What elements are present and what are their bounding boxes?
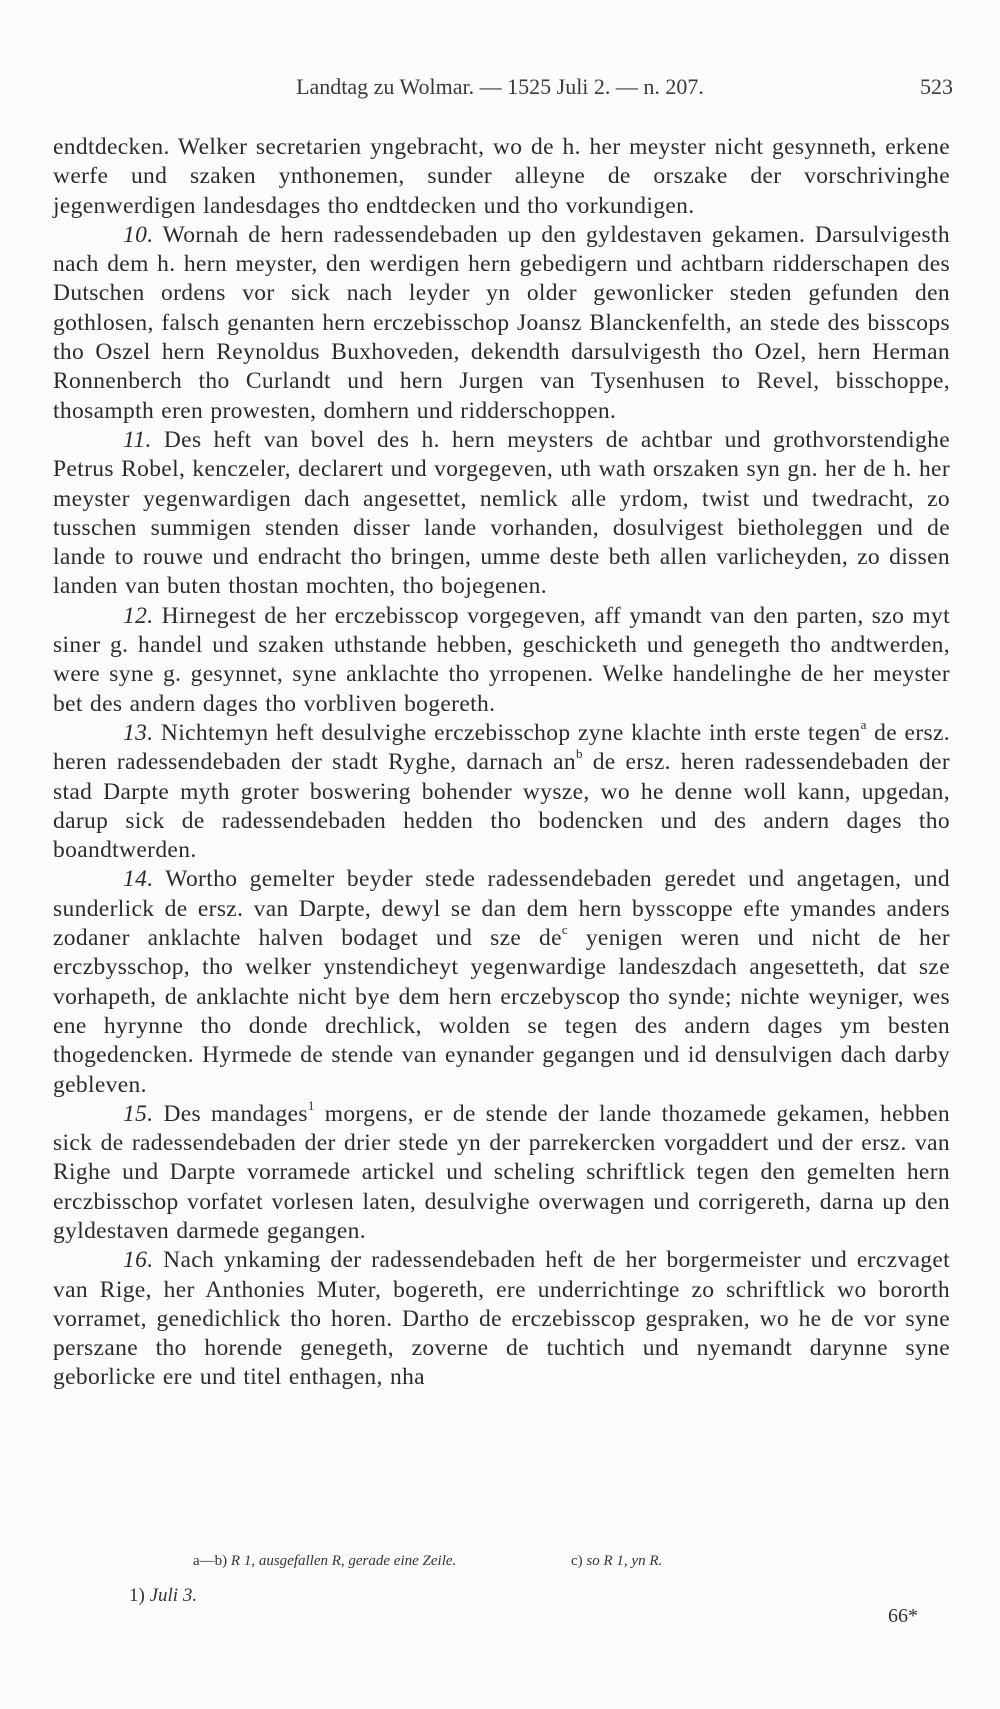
note-text: R 1, ausgefallen R, gerade eine Zeile.	[230, 1553, 457, 1569]
paragraph-13	[53, 719, 950, 865]
paragraph-15	[53, 1097, 951, 1246]
paragraph-text: Wortho gemelter beyder stede radessendebaden geredet und angetagen, und sunderlick de ersz. van Darpte, dewyl se dan dem hern bysscoppe efte ymandes anders zodaner anklachte halven bodaget und sze $de^c$ yenigen weren und nicht de her erczbysschop, tho welker ynstendicheyt yegenwardige landeszdach angesetteth, dat sze vorhapeth, de anklachte nicht bye dem hern erczebyscop tho synde; nichte weyniger, wes ene hyrynne tho donde drechlick, wolden se tegen des andern dages ym besten thogedencken. Hyrmede de stende van eynander gegangen und id densulvigen dach darby gebleven.	[53, 866, 950, 1098]
paragraph-text: endtdecken. Welker secretarien yngebracht, wo de h. her meyster nicht gesynneth, erkene werfe und szaken ynthonemen, sunder alleyne de orszake der vorschrivinghe jegenwerdigen landesdages tho endtdecken und tho vorkundigen.	[53, 134, 950, 219]
main-text	[53, 133, 950, 1393]
page-header	[0, 74, 1000, 108]
page-number: 523	[920, 74, 953, 99]
running-title: Landtag zu Wolmar. — 1525 Juli 2. — n. 207.	[296, 74, 704, 99]
footnote-marker: c	[561, 922, 568, 938]
paragraph-text: Des mandages$^1$ morgens, er de stende der lande thozamede gekamen, hebben sick de radessendebaden der drier stede yn der parrekercken vorgaddert und der ersz. van Righe und Darpte vorramede artickel und scheling schriftlick tegen den gemelten hern erczbisschop vorfatet vorlesen laten, desulvighe overwagen und corrigereth, darna up den gyldestaven darmede gegangen.	[53, 1097, 951, 1244]
variant-note-ab	[193, 1553, 456, 1570]
footnote-1	[129, 1585, 197, 1607]
paragraph-16	[53, 1246, 950, 1392]
note-text: Juli 3.	[149, 1585, 198, 1606]
section-number: 12.	[123, 602, 154, 629]
section-number: 10.	[123, 221, 154, 248]
paragraph-14	[53, 865, 950, 1099]
footnote-marker: b	[575, 746, 583, 762]
section-number: 16.	[123, 1247, 154, 1274]
section-number: 13.	[123, 719, 154, 746]
section-number: 11.	[123, 426, 152, 453]
sheet-signature: 66*	[888, 1605, 918, 1627]
note-label: a—b)	[193, 1553, 228, 1569]
paragraph-text: Des heft van bovel des h. hern meysters de achtbar und grothvorstendighe Petrus Robel, kenczeler, declarert und vorgegeven, uth wath orszaken syn gn. her de h. her meyster yegenwardigen dach angesettet, nemlick alle yrdom, twist und twedracht, zo tusschen summigen stenden disser lande vorhanden, dosulvigest bietholeggen und de lande to rouwe und endracht tho bringen, umme deste beth allen varlicheyden, zo dissen landen van buten thostan mochten, tho bojegenen.	[53, 426, 951, 600]
paragraph-text: Nichtemyn heft desulvighe erczebisschop zyne klachte inth erste tegen$^a$ de ersz. heren radessendebaden der stadt Ryghe, darnach $an^b$ de ersz. heren radessendebaden der stad Darpte myth groter boswering bohender wysze, wo he denne woll kann, upgedan, darup sick de radessendebaden hedden tho bodencken und des andern dages tho boandtwerden.	[53, 717, 950, 864]
section-number: 14.	[123, 866, 154, 893]
paragraph-11	[53, 426, 950, 602]
note-text: so R 1, yn R.	[586, 1553, 663, 1569]
section-number: 15.	[123, 1100, 154, 1127]
variant-note-c	[571, 1553, 662, 1570]
paragraph-12	[53, 602, 950, 719]
paragraph-10	[53, 221, 950, 426]
footnote-marker: 1	[307, 1097, 315, 1113]
paragraph-text: Wornah de hern radessendebaden up den gyldestaven gekamen. Darsulvigesth nach dem h. hern meyster, den werdigen hern gebedigern und achtbarn ridderschapen des Dutschen ordens vor sick nach leyder yn older gewonlicker steden gefunden den gothlosen, falsch genanten hern erczebisschop Joansz Blanckenfelth, an stede des bisscops tho Oszel hern Reynoldus Buxhoveden, dekendth darsulvigesth tho Ozel, hern Herman Ronnenberch tho Curlandt und hern Jurgen van Tysenhusen to Revel, bisschoppe, thosampth eren prowesten, domhern und ridderschoppen.	[53, 221, 950, 424]
paragraph	[53, 133, 950, 221]
paragraph-text: Hirnegest de her erczebisscop vorgegeven, aff ymandt van den parten, szo myt siner g. handel und szaken uthstande hebben, geschicketh und genegeth tho andtwerden, were syne g. gesynnet, syne anklachte tho yrropenen. Welke handelinghe de her meyster bet des andern dages tho vorbliven bogereth.	[53, 602, 950, 717]
note-label: c)	[571, 1553, 583, 1569]
note-mark: 1)	[129, 1585, 145, 1606]
footnote-marker: a	[860, 717, 867, 733]
paragraph-text: Nach ynkaming der radessendebaden heft de her borgermeister und erczvaget van Rige, her Anthonies Muter, bogereth, ere underrichtinge zo schriftlick wo bororth vorramet, genedichlick tho horen. Dartho de erczebisscop gespraken, wo he de vor syne perszane tho horende genegeth, zoverne de tuchtich und nyemandt darynne syne geborlicke ere und titel enthagen, nha	[53, 1247, 950, 1391]
